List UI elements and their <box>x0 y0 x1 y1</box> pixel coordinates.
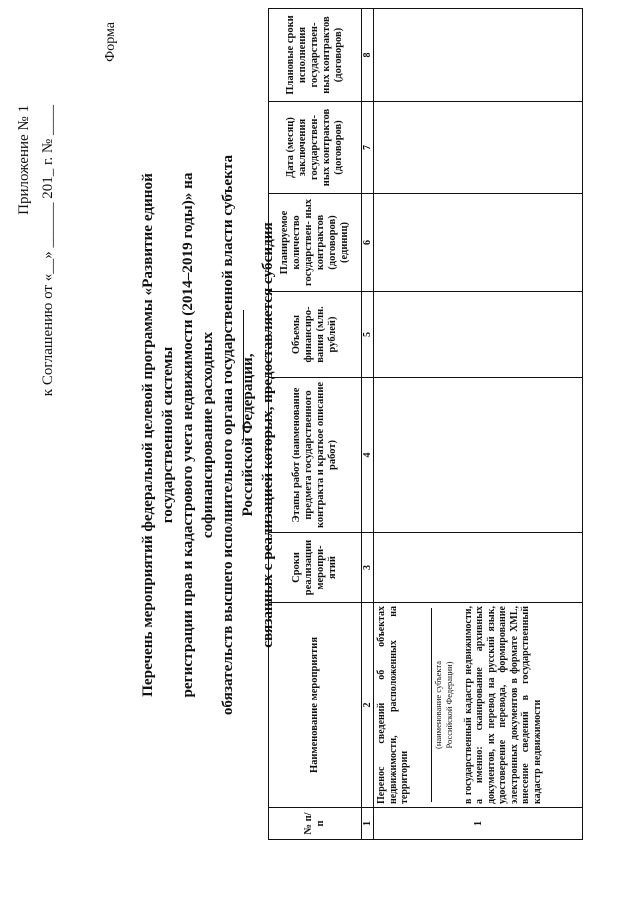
cell-funding <box>374 292 583 378</box>
subject-name-blank[interactable] <box>417 608 432 802</box>
annex-title: Приложение № 1 <box>16 105 32 215</box>
title-line-3: обязательств высшего исполнительного органа государственной власти субъекта Российской Федерации, <box>219 154 256 716</box>
cell-timing <box>374 533 583 603</box>
annex-agreement-line: к Соглашению от «__» ______ 201_ г. № ____ <box>40 105 56 397</box>
document-title <box>138 115 278 755</box>
column-number: 6 <box>362 194 374 292</box>
header-cell: Этапы работ (наименование предмета государственного контракта и краткое описание работ) <box>269 378 362 533</box>
measure-text-top: Перенос сведений об объектах недвижимости, расположенных на территории <box>376 606 410 804</box>
header-cell: Плановые сроки исполнения государствен- ных контрактов (договоров) <box>269 9 362 102</box>
cell-contract-date <box>374 102 583 194</box>
table-row <box>374 9 583 840</box>
table-header-row <box>269 9 362 840</box>
cell-stages <box>374 378 583 533</box>
header-cell: Наименование мероприятия <box>269 603 362 808</box>
column-number: 8 <box>362 9 374 102</box>
cell-contract-deadline <box>374 9 583 102</box>
column-number: 2 <box>362 603 374 808</box>
title-underline <box>243 310 244 440</box>
header-cell: Сроки реализации меропри- ятий <box>269 533 362 603</box>
column-number: 5 <box>362 292 374 378</box>
row-number: 1 <box>374 808 583 840</box>
cell-contract-count <box>374 194 583 292</box>
column-number: 1 <box>362 808 374 840</box>
form-label: Форма <box>103 22 118 62</box>
title-line-1: Перечень мероприятий федеральной целевой программы «Развитие единой государственной системы <box>139 173 176 697</box>
header-cell: Объемы финансиро- вания (млн. рублей) <box>269 292 362 378</box>
measures-table <box>268 8 583 840</box>
measure-text-bottom: в государственный кадастр недвижимости, а именно: сканирование архивных документов, их перевод на русский язык, удостоверение перевода, формирование электронных документов в формате XML, внесение сведений в государственный кадастр недвижимости <box>462 606 543 804</box>
subject-hint-1: (наименование субъекта <box>432 661 443 750</box>
title-line-4: связанных с реализацией которых, предоставляется субсидия <box>259 222 276 648</box>
column-number: 4 <box>362 378 374 533</box>
header-cell: № п/п <box>269 808 362 840</box>
column-number: 3 <box>362 533 374 603</box>
measure-description <box>374 603 583 808</box>
column-number-row <box>362 9 374 840</box>
annex-header <box>12 105 60 605</box>
header-cell: Дата (месяц) заключения государствен- ных контрактов (договоров) <box>269 102 362 194</box>
column-number: 7 <box>362 102 374 194</box>
title-line-2: регистрации прав и кадастрового учета недвижимости (2014–2019 годы)» на софинансирование расходных <box>179 172 216 698</box>
header-cell: Планируемое количество государствен- ных контрактов (договоров) (единиц) <box>269 194 362 292</box>
subject-hint-2: Российской Федерации) <box>443 661 454 749</box>
